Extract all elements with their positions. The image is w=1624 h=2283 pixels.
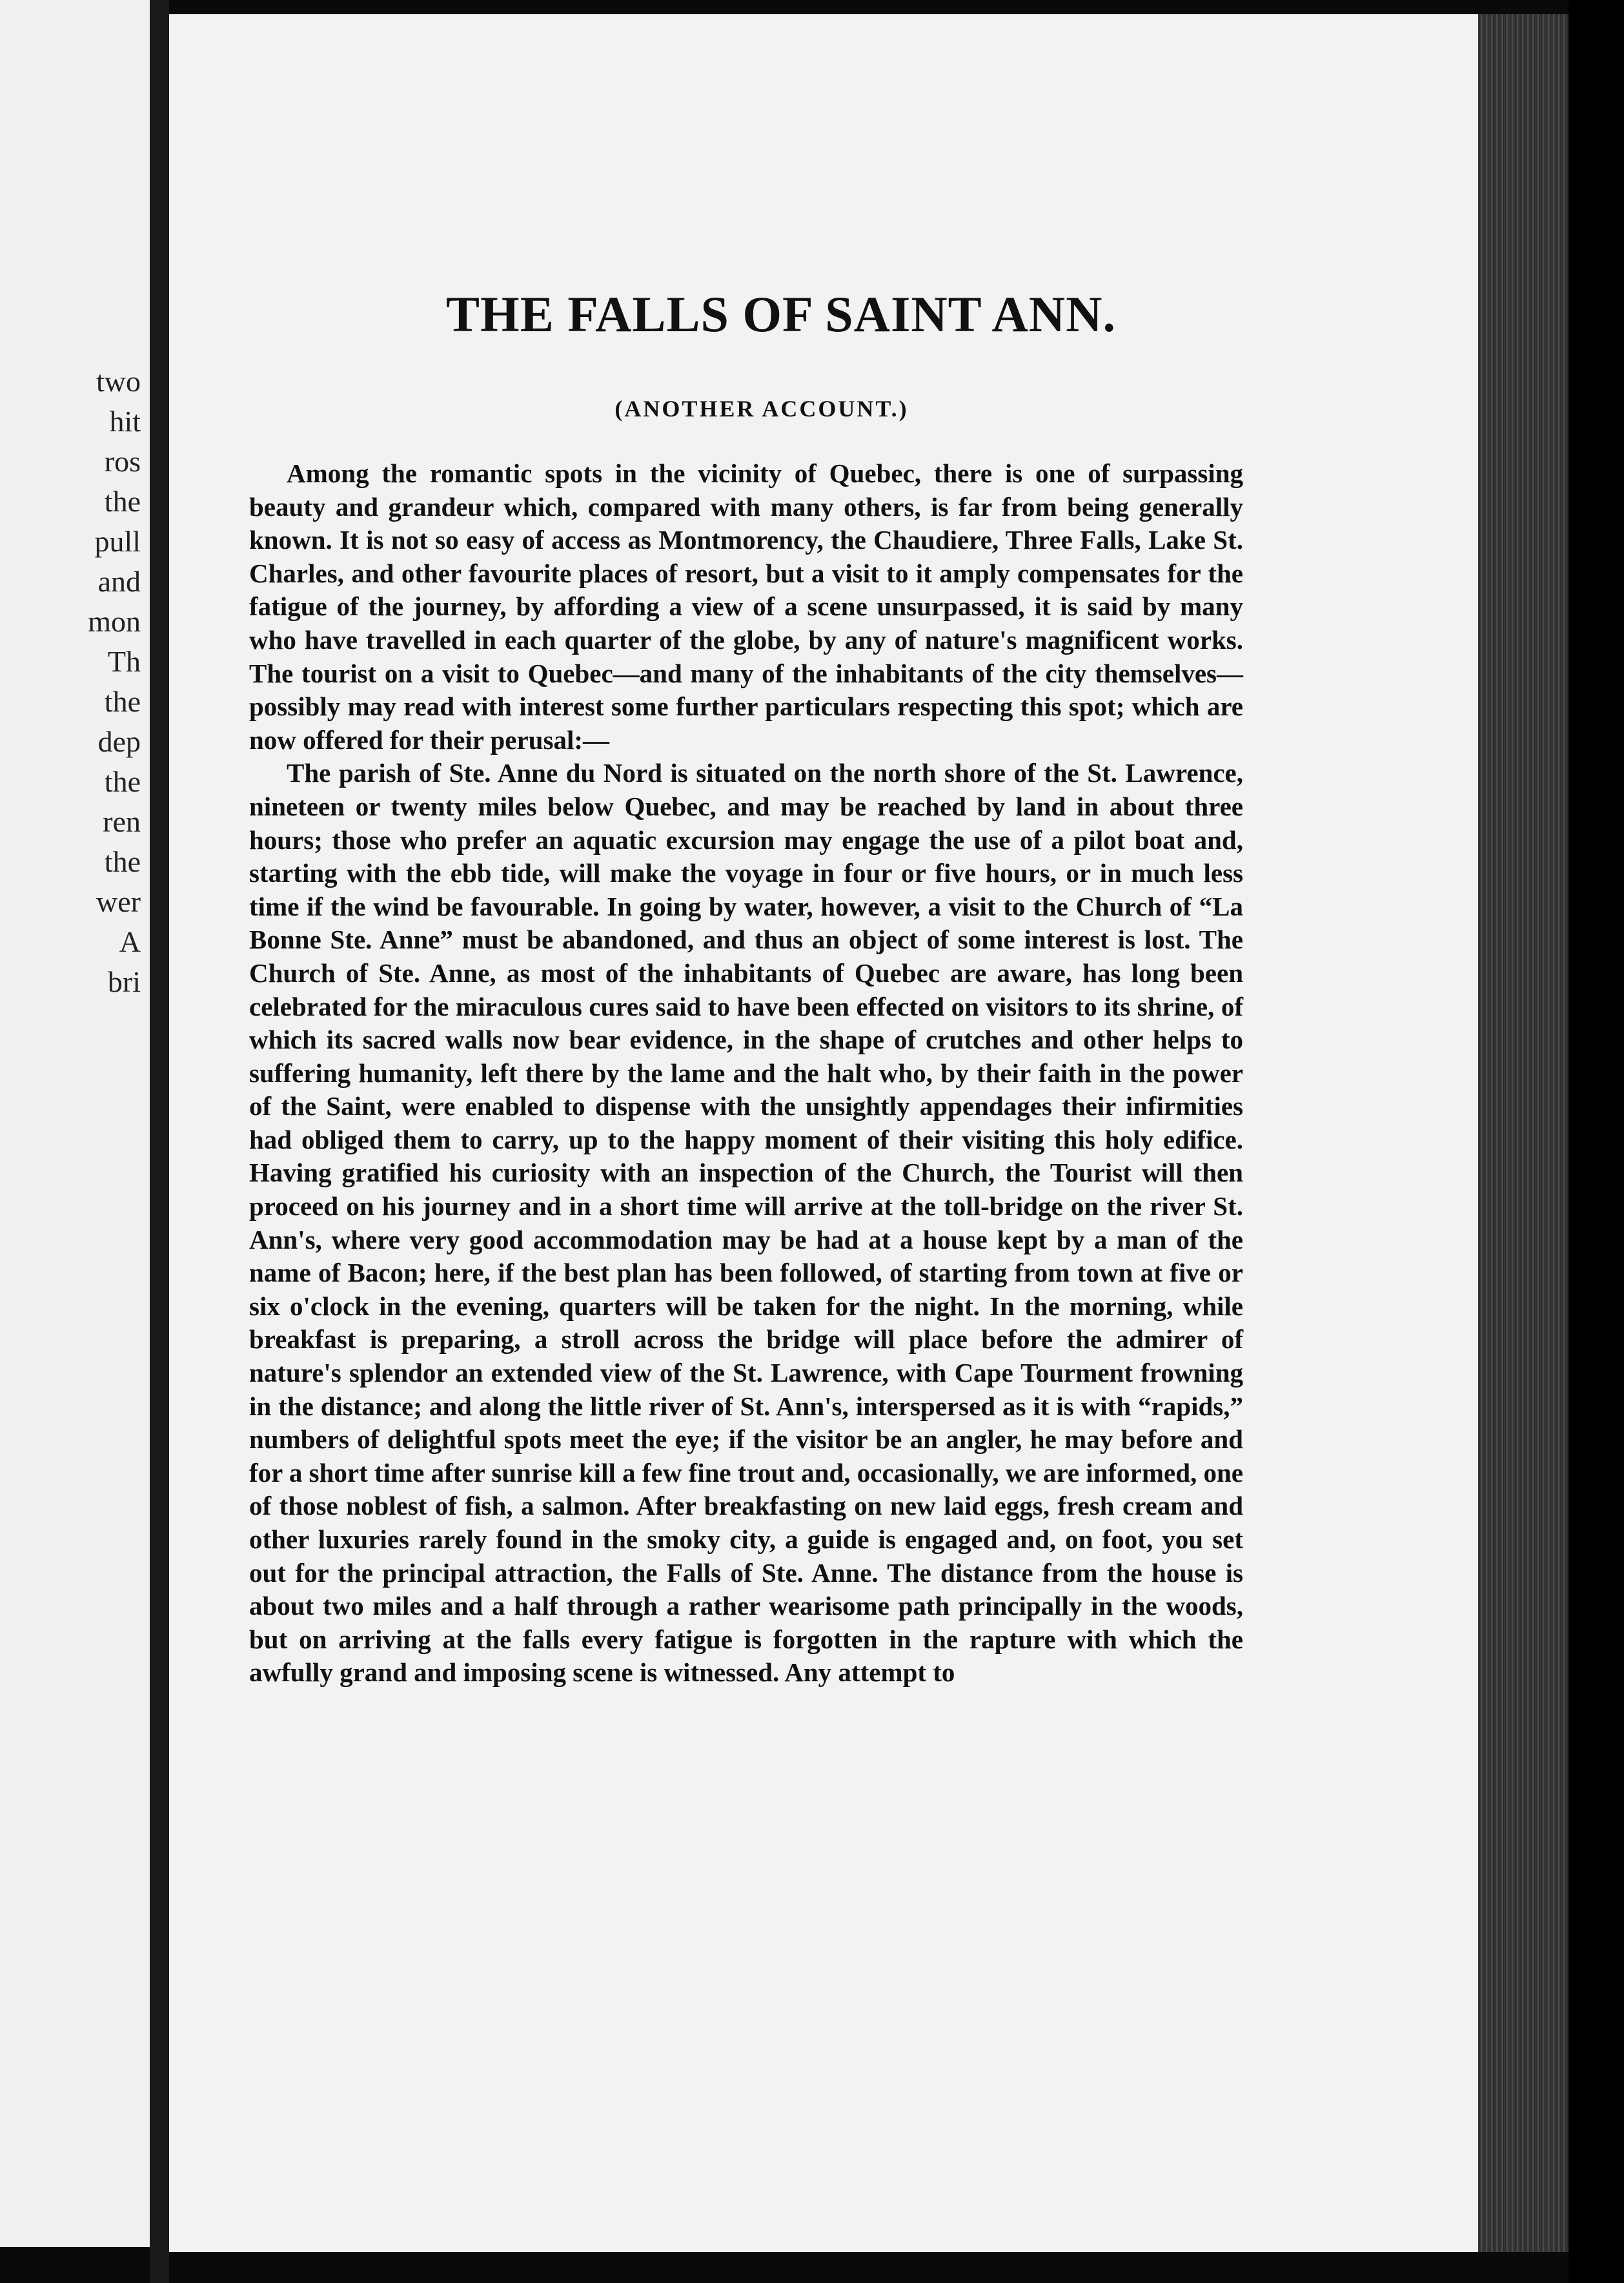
left-fragment: and <box>97 565 141 598</box>
left-fragment: hit <box>109 405 141 438</box>
left-fragment: mon <box>88 605 141 638</box>
page-subtitle: (ANOTHER ACCOUNT.) <box>614 396 909 422</box>
paragraph: Among the romantic spots in the vicinity of Quebec, there is one of surpassing beauty and grandeur which, compared with many others, is far from being generally known. It is not so easy of access as Montmorency, the Chaudiere, Three Falls, Lake St. Charles, and other favourite places of resort, but a visit to it amply compensates for the fatigue of the journey, by affording a view of a scene unsurpassed, it is said by many who have travelled in each quarter of the globe, by any of nature's magnificent works. The tourist on a visit to Quebec—and many of the inhabitants of the city themselves—possibly may read with interest some further particulars respecting this spot; which are now offered for their perusal:— <box>249 458 1243 755</box>
left-fragment: the <box>104 845 141 878</box>
left-page <box>0 0 154 2247</box>
page-title: THE FALLS OF SAINT ANN. <box>446 286 1116 342</box>
book-edge-shadow <box>1568 0 1624 2283</box>
left-fragment: ros <box>104 445 141 478</box>
left-fragment: pull <box>94 525 141 558</box>
left-fragment: the <box>104 685 141 718</box>
left-fragment: two <box>96 365 141 398</box>
page-edges <box>1478 14 1568 2252</box>
book-gutter <box>150 0 169 2283</box>
left-fragment: bri <box>107 965 141 998</box>
left-fragment: the <box>104 485 141 518</box>
left-fragment: dep <box>97 725 141 758</box>
paragraph: The parish of Ste. Anne du Nord is situated on the north shore of the St. Lawrence, nineteen or twenty miles below Quebec, and may be reached by land in about three hours; those who prefer an aquatic excursion may engage the use of a pilot boat and, starting with the ebb tide, will make the voyage in four or five hours, or in much less time if the wind be favourable. In going by water, however, a visit to the Church of “La Bonne Ste. Anne” must be abandoned, and thus an object of some interest is lost. The Church of Ste. Anne, as most of the inhabitants of Quebec are aware, has long been celebrated for the miraculous cures said to have been effected on visitors to its shrine, of which its sacred walls now bear evidence, in the shape of crutches and other helps to suffering humanity, left there by the lame and the halt who, by their faith in the power of the Saint, were enabled to dispense with the unsightly appendages their infirmities had obliged them to carry, up to the happy moment of their visiting this holy edifice. Having gratified his curiosity with an inspection of the Church, the Tourist will then proceed on his journey and in a short time will arrive at the toll-bridge on the river St. Ann's, where very good accommodation may be had at a house kept by a man of the name of Bacon; here, if the best plan has been followed, of starting from town at five or six o'clock in the evening, quarters will be taken for the night. In the morning, while breakfast is preparing, a stroll across the bridge will place before the admirer of nature's splendor an extended view of the St. Lawrence, with Cape Tourment frowning in the distance; and along the little river of St. Ann's, interspersed as it is with “rapids,” numbers of delightful spots meet the eye; if the visitor be an angler, he may before and for a short time after sunrise kill a few fine trout and, occasionally, we are informed, one of those noblest of fish, a salmon. After breakfasting on new laid eggs, fresh cream and other luxuries rarely found in the smoky city, a guide is engaged and, on foot, you set out for the principal attraction, the Falls of Ste. Anne. The distance from the house is about two miles and a half through a rather wearisome path principally in the woods, but on arriving at the falls every fatigue is forgotten in the rapture with which the awfully grand and imposing scene is witnessed. Any attempt to <box>249 758 1244 1688</box>
left-fragment: Th <box>107 645 141 678</box>
left-fragment: the <box>104 765 141 798</box>
left-fragment: wer <box>96 885 141 918</box>
left-fragment: ren <box>103 805 141 838</box>
left-fragment: A <box>119 925 141 958</box>
article-body <box>249 457 1243 1690</box>
left-page-text-fragments <box>0 362 150 1002</box>
